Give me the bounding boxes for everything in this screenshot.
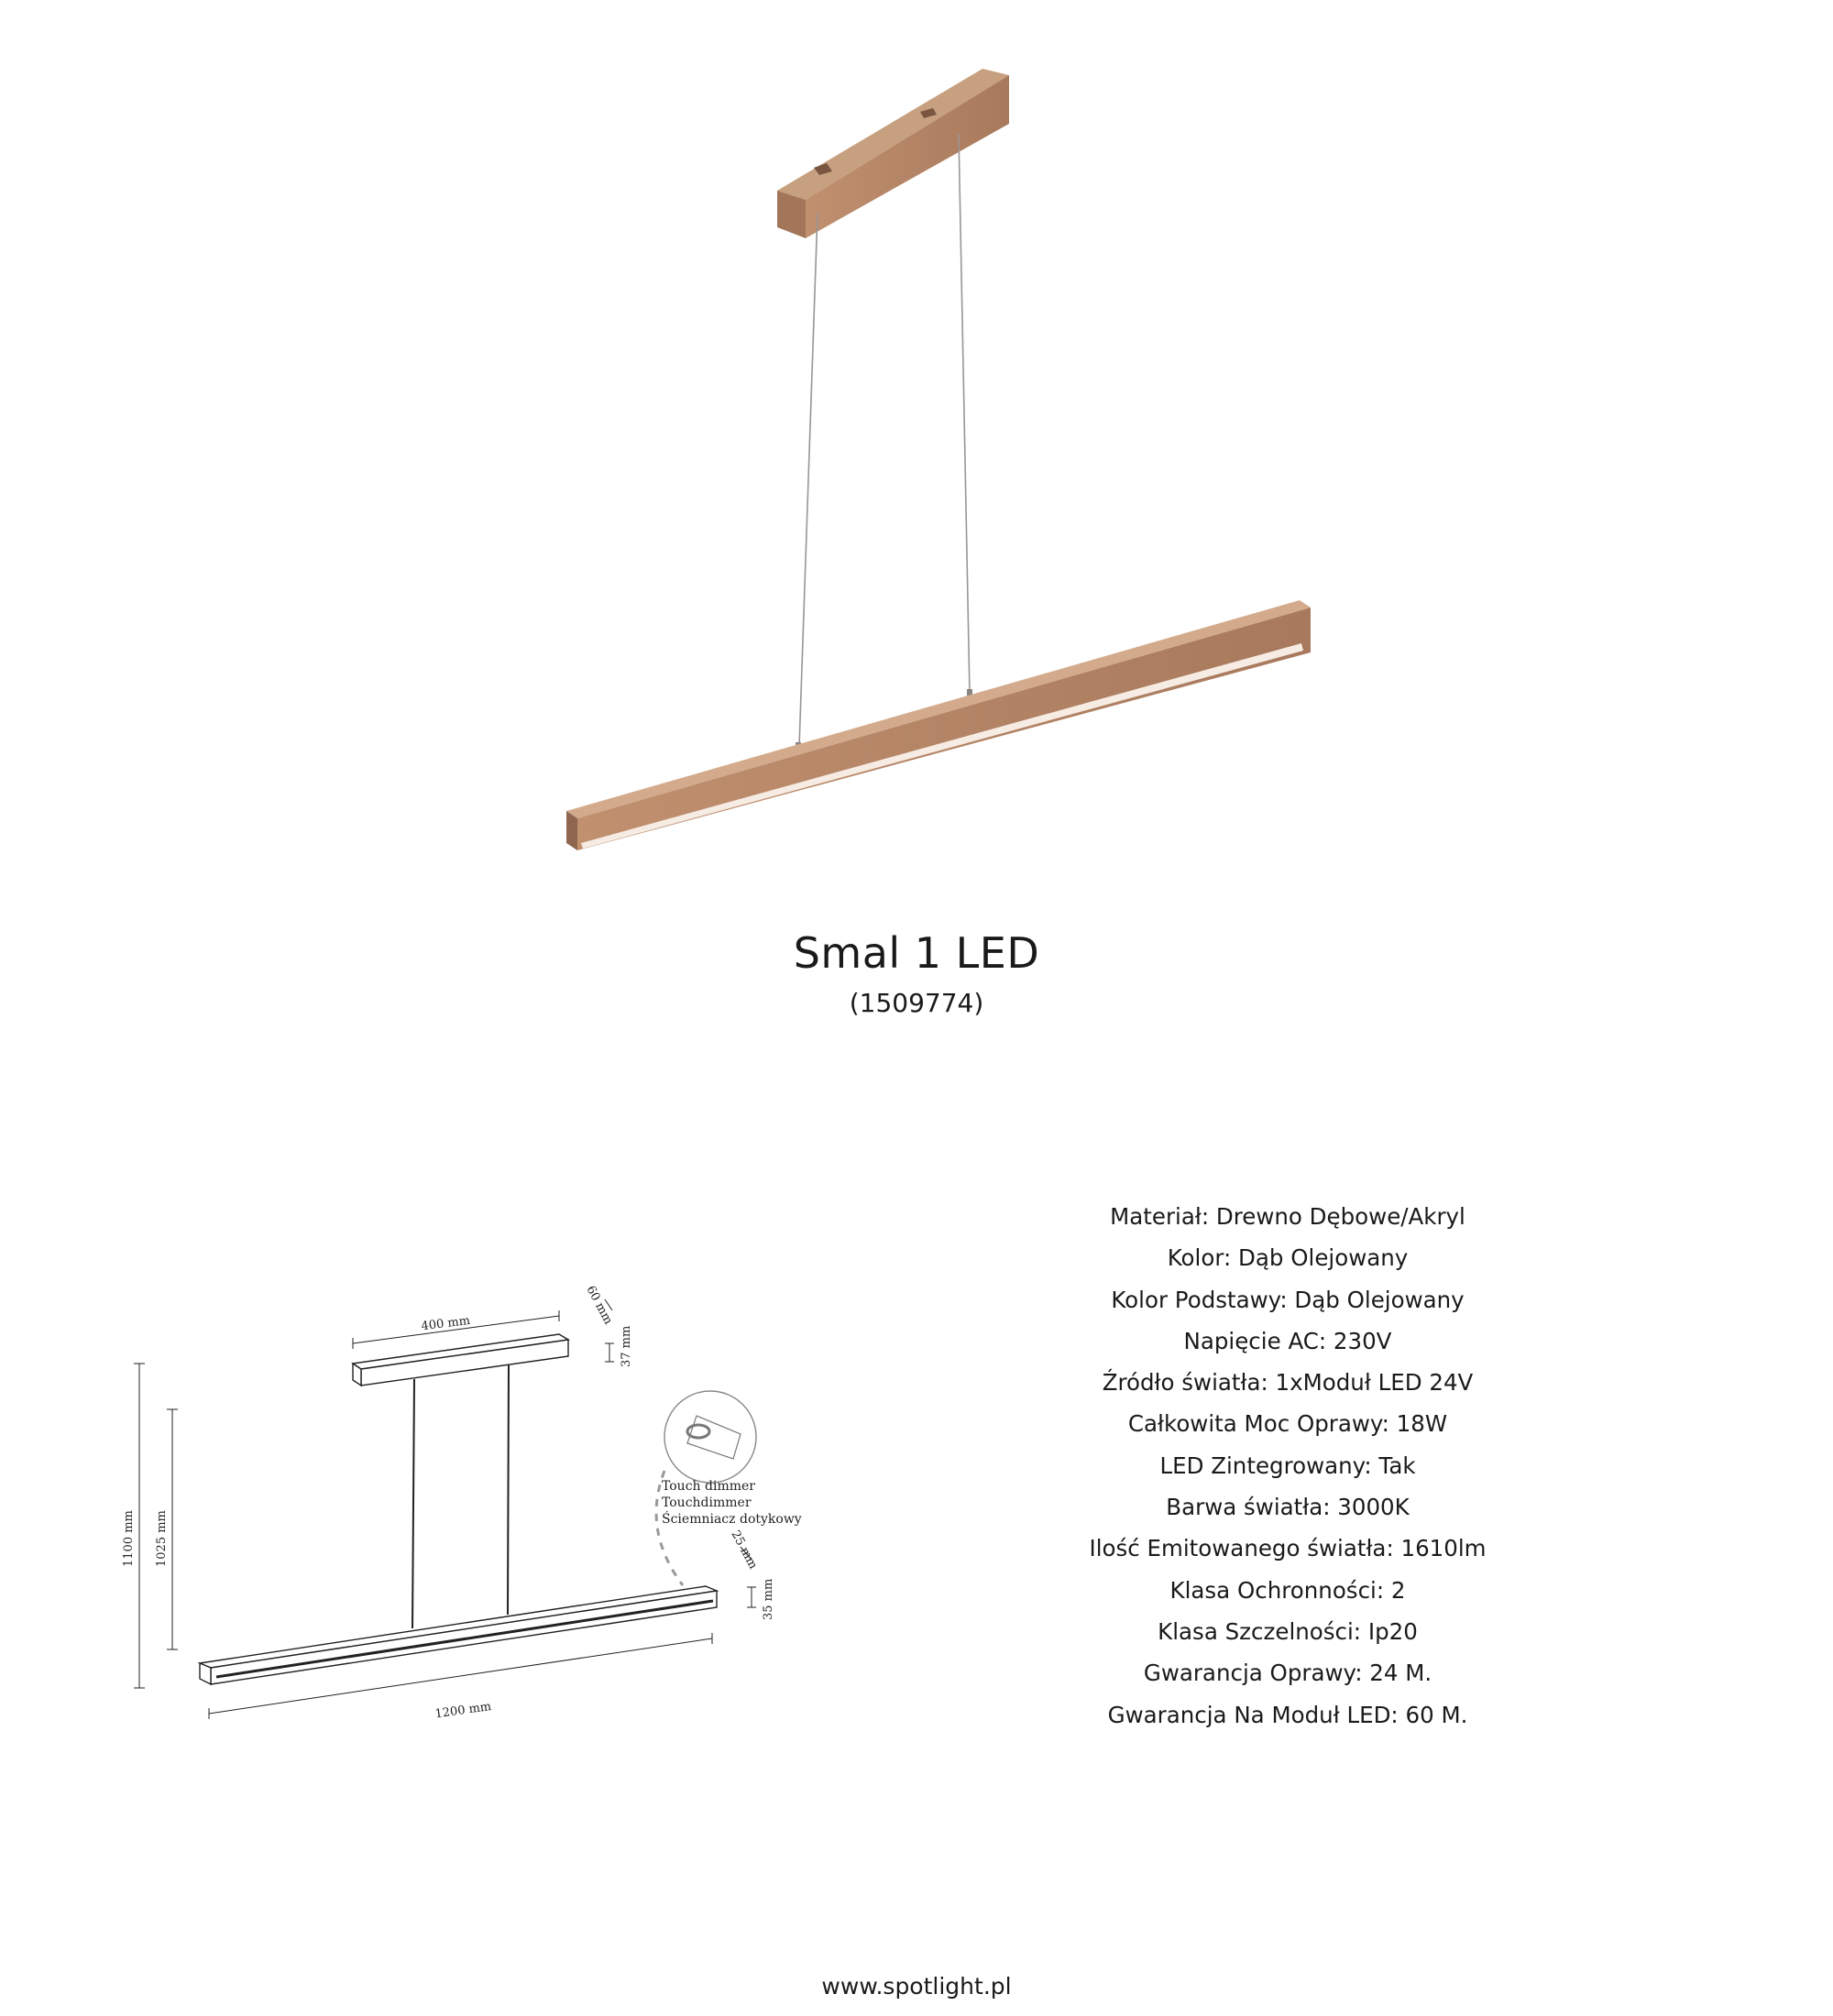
spec-item: Ilość Emitowanego światła: 1610lm	[1089, 1535, 1487, 1562]
dim-canopy-height: 37 mm	[620, 1325, 633, 1367]
dim-bar-width: 25 mm	[728, 1528, 760, 1572]
product-photo	[0, 0, 1833, 898]
spec-item: Kolor Podstawy: Dąb Olejowany	[1111, 1286, 1465, 1313]
dim-bar-height: 35 mm	[762, 1578, 775, 1620]
dim-canopy-width: 60 mm	[583, 1283, 615, 1327]
light-bar	[566, 600, 1311, 850]
spec-item: Klasa Szczelności: Ip20	[1158, 1617, 1418, 1645]
spec-item: Gwarancja Na Moduł LED: 60 M.	[1107, 1701, 1468, 1728]
title-block	[0, 921, 1833, 1022]
dimmer-label-en: Touch dimmer	[662, 1479, 755, 1494]
dim-bar-length: 1200 mm	[434, 1699, 493, 1722]
spec-item: Gwarancja Oprawy: 24 M.	[1143, 1660, 1432, 1687]
spec-item: Materiał: Drewno Dębowe/Akryl	[1110, 1203, 1465, 1230]
dimmer-label-pl: Ściemniacz dotykowy	[662, 1512, 802, 1527]
dim-canopy-length: 400 mm	[420, 1313, 471, 1334]
spec-item: Całkowita Moc Oprawy: 18W	[1127, 1410, 1448, 1438]
spec-list	[1054, 1196, 1521, 1736]
dim-cable-height: 1025 mm	[155, 1510, 169, 1567]
spec-item: Kolor: Dąb Olejowany	[1167, 1244, 1409, 1272]
spec-item: Źródło światła: 1xModuł LED 24V	[1102, 1369, 1474, 1397]
spec-item: LED Zintegrowany: Tak	[1159, 1452, 1416, 1479]
dimension-drawing	[110, 1255, 843, 1759]
dim-total-height: 1100 mm	[122, 1510, 136, 1567]
spec-item: Klasa Ochronności: 2	[1169, 1576, 1406, 1604]
spec-item: Barwa światła: 3000K	[1166, 1494, 1410, 1521]
product-code: (1509774)	[849, 988, 984, 1018]
spec-item: Napięcie AC: 230V	[1183, 1327, 1392, 1354]
footer-website[interactable]: www.spotlight.pl	[821, 1973, 1012, 2000]
ceiling-canopy	[777, 69, 1009, 238]
product-title: Smal 1 LED	[793, 928, 1040, 978]
dimmer-label-de: Touchdimmer	[662, 1496, 752, 1510]
